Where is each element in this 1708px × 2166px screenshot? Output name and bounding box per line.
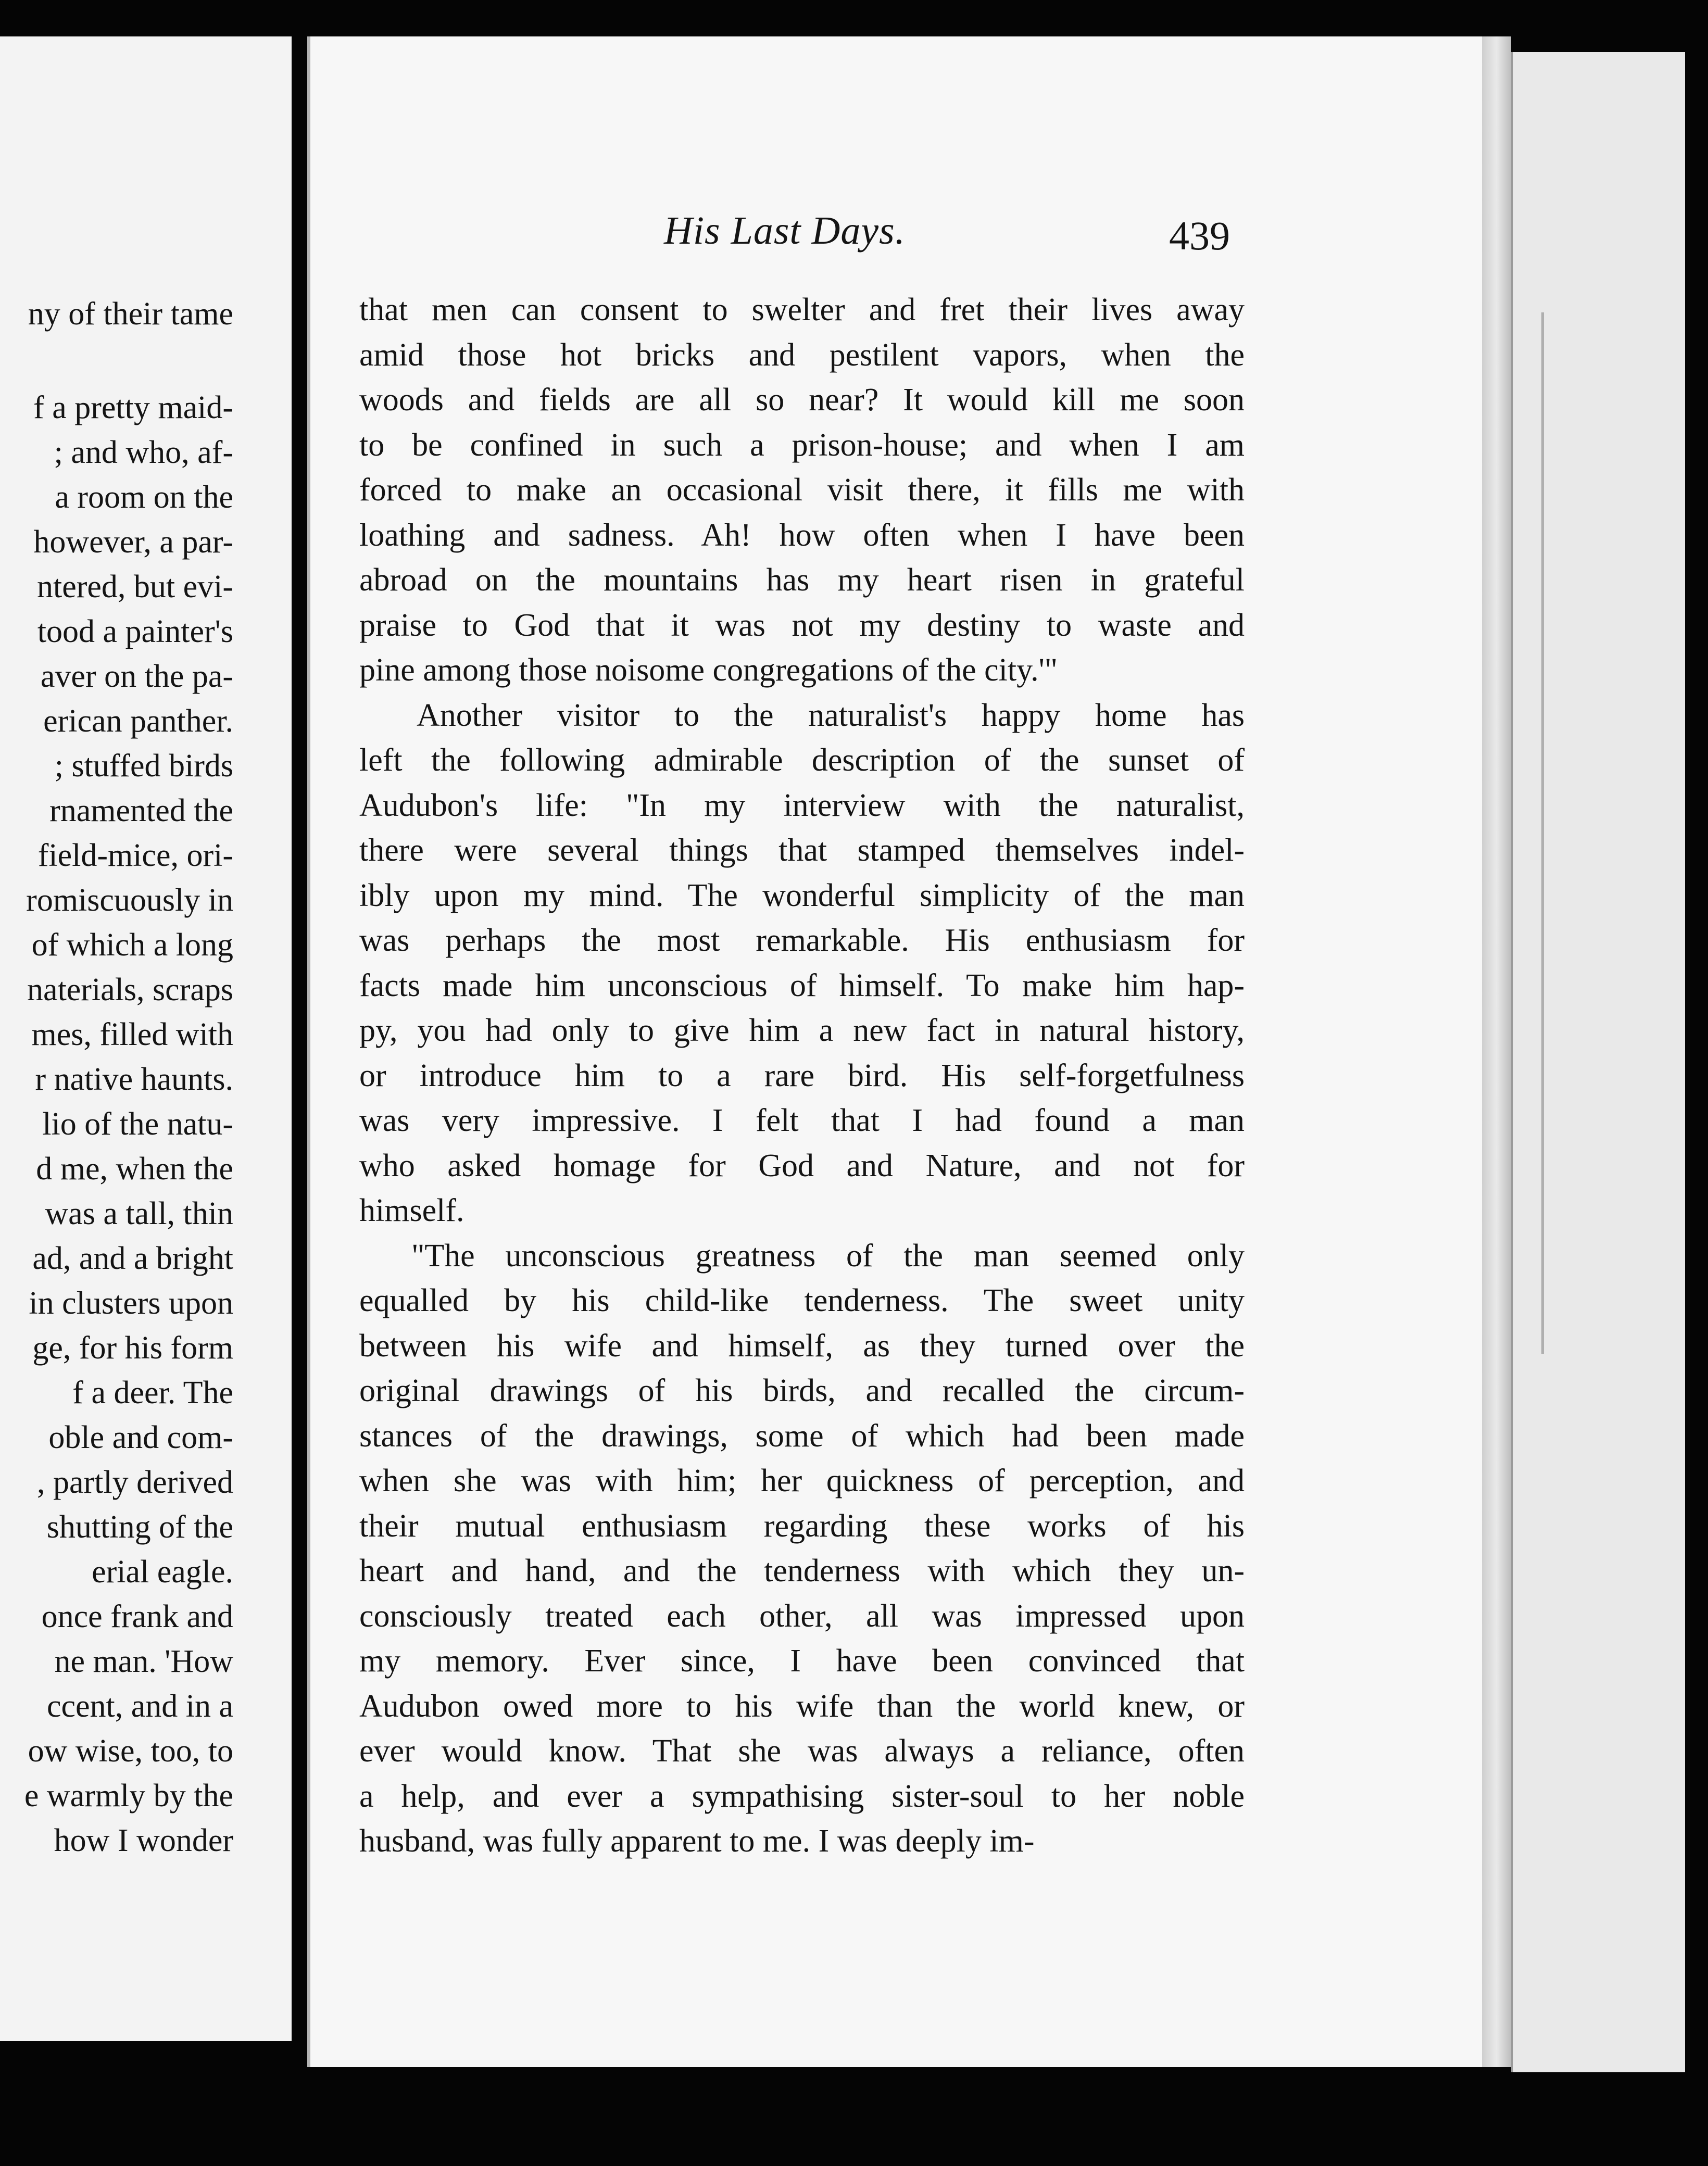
text-line: equalled by his child-like tenderness. The sweet unity [359,1283,1245,1318]
left-page-line: ge, for his form [32,1330,233,1366]
left-page-line: in clusters upon [29,1286,233,1321]
text-line: between his wife and himself, as they turned over the [359,1328,1245,1364]
text-line: woods and fields are all so near? It would kill me soon [359,382,1245,418]
left-page-line: once frank and [41,1599,233,1634]
left-page-line: erial eagle. [92,1554,233,1590]
left-page-line: f a pretty maid- [33,390,233,425]
text-line: who asked homage for God and Nature, and not for [359,1148,1245,1183]
text-line: praise to God that it was not my destiny to waste and [359,607,1245,643]
left-page-line: tood a painter's [37,614,233,649]
text-line: when she was with him; her quickness of perception, and [359,1463,1245,1498]
left-page-line: ny of their tame [28,296,233,332]
body-text [359,287,1245,1864]
text-line: to be confined in such a prison-house; and when I am [359,427,1245,463]
page-edge [1482,36,1511,2067]
text-line: pine among those noisome congregations of the city.'" [359,652,1058,688]
left-page-line: ; stuffed birds [54,748,233,784]
left-page-line: however, a par- [33,524,233,560]
text-line: himself. [359,1193,464,1228]
text-line: loathing and sadness. Ah! how often when I have been [359,517,1245,553]
text-line: consciously treated each other, all was impressed upon [359,1598,1245,1634]
text-line: or introduce him to a rare bird. His self-forgetfulness [359,1057,1245,1093]
text-line: heart and hand, and the tenderness with which they un- [359,1553,1245,1589]
left-page-line: ntered, but evi- [36,569,233,605]
text-line: there were several things that stamped themselves indel- [359,833,1245,868]
left-page-line: naterials, scraps [27,972,233,1008]
left-page-line: a room on the [55,480,233,515]
left-page-line: erican panther. [43,703,233,739]
flyleaf-bleed [1541,312,1664,1354]
left-page-line: f a deer. The [72,1375,233,1411]
left-page-line: shutting of the [46,1509,233,1545]
text-line: forced to make an occasional visit there, it fills me with [359,472,1245,508]
text-line: left the following admirable description of the sunset of [359,742,1245,778]
text-line: ibly upon my mind. The wonderful simplicity of the man [359,877,1245,913]
text-line: "The unconscious greatness of the man seemed only [411,1238,1245,1274]
left-page-line: , partly derived [36,1465,233,1500]
left-page-line: field-mice, ori- [37,838,233,873]
left-page-line: ad, and a bright [32,1241,233,1276]
text-line: facts made him unconscious of himself. To make him hap- [359,967,1245,1003]
left-page-line: ne man. 'How [54,1644,233,1679]
text-line: their mutual enthusiasm regarding these works of his [359,1508,1245,1544]
text-line: was very impressive. I felt that I had found a man [359,1103,1245,1138]
left-page-line: how I wonder [54,1823,233,1858]
text-line: Another visitor to the naturalist's happy home has [417,697,1245,733]
text-line: stances of the drawings, some of which had been made [359,1418,1245,1454]
left-page-line: aver on the pa- [40,659,233,694]
left-page-line: ccent, and in a [46,1689,233,1724]
text-line: was perhaps the most remarkable. His enthusiasm for [359,923,1245,958]
left-page-line: rnamented the [49,793,233,828]
text-line: Audubon's life: "In my interview with the naturalist, [359,787,1245,823]
left-page-line: romiscuously in [26,883,233,918]
running-head: His Last Days. [664,209,906,253]
page-number: 439 [1169,213,1230,258]
left-page-line: oble and com- [48,1420,233,1455]
left-page-text [0,36,292,2041]
text-line: py, you had only to give him a new fact in natural history, [359,1013,1245,1048]
left-page-line: d me, when the [36,1151,233,1187]
text-line: a help, and ever a sympathising sister-soul to her noble [359,1778,1245,1814]
left-page-line: was a tall, thin [45,1196,233,1231]
text-line: abroad on the mountains has my heart risen in grateful [359,562,1245,598]
text-line: that men can consent to swelter and fret their lives away [359,292,1245,328]
left-page-line: lio of the natu- [42,1106,233,1142]
text-line: my memory. Ever since, I have been convinced that [359,1643,1245,1679]
text-line: ever would know. That she was always a reliance, often [359,1733,1245,1769]
text-line: original drawings of his birds, and recalled the circum- [359,1373,1245,1408]
text-line: Audubon owed more to his wife than the world knew, or [359,1688,1245,1724]
left-page-line: mes, filled with [31,1017,233,1052]
left-page-line: r native haunts. [35,1062,233,1097]
left-page-line: ; and who, af- [54,435,233,470]
text-line: husband, was fully apparent to me. I was deeply im- [359,1823,1035,1859]
left-page-line: e warmly by the [24,1778,233,1814]
left-page [0,36,292,2041]
left-page-line: of which a long [31,927,233,963]
text-line: amid those hot bricks and pestilent vapors, when the [359,337,1245,373]
left-page-line: ow wise, too, to [28,1733,233,1769]
